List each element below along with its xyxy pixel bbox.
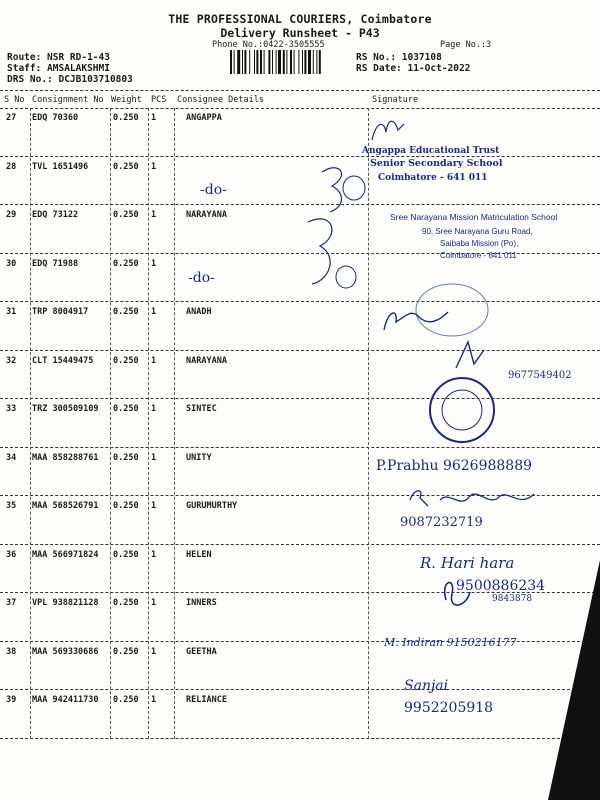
row-pcs: 1 [151,501,157,511]
name-39: Sanjai [404,678,449,694]
row-consignment: MAA 566971824 [32,549,99,560]
row-pcs: 1 [151,355,157,366]
row-divider [0,738,600,739]
stamp-narayana-line2: 90, Sree Narayana Guru Road, [422,227,533,236]
row-divider [0,253,600,254]
barcode-bar [308,50,311,74]
row-consignment: TRZ 300509109 [32,404,99,414]
column-headers [0,95,600,107]
barcode-bar [268,50,270,74]
row-weight: 0.250 [113,113,139,123]
stamp-narayana-line4: Coimbatore - 641 011 [440,251,517,260]
col-weight: Weight [111,95,142,105]
row-consignee: ANADH [186,307,212,317]
barcode-bar [302,50,303,74]
row-consignment: MAA 568526791 [32,501,99,511]
row-sno: 27 [6,113,17,123]
row-consignee: GEETHA [186,646,217,657]
ditto-30: -do- [188,270,215,286]
row-consignee: NARAYANA [186,210,227,220]
row-divider [0,204,600,205]
route: Route: NSR RD-1-43 [7,52,110,63]
barcode-bar [319,50,321,74]
note-38: M. Indiran 9150216177 [384,636,517,649]
row-consignee: ANGAPPA [186,113,222,123]
barcode-bar [283,50,285,74]
row-divider [0,689,600,690]
row-consignment: VPL 938821128 [32,598,99,608]
phone-37b: 9843878 [492,594,533,604]
row-consignment: TVL 1651496 [32,161,89,172]
row-pcs: 1 [151,210,157,220]
row-divider [0,301,600,302]
barcode-bar [234,50,235,74]
row-consignment: MAA 858288761 [32,452,99,463]
row-sno: 28 [6,161,17,172]
barcode-bar [242,50,243,74]
barcode-bar [264,50,265,74]
row-consignee: RELIANCE [186,695,227,705]
page-number: Page No.:3 [440,40,492,50]
stamp-angappa-line1: Angappa Educational Trust [362,146,500,156]
row-pcs: 1 [151,404,157,414]
row-weight: 0.250 [113,501,139,511]
barcode-bar [244,50,246,74]
row-pcs: 1 [151,452,157,463]
barcode-bar [298,50,299,74]
stamp-narayana-line3: Saibaba Mission (Po), [440,239,519,248]
row-divider [0,592,600,593]
row-pcs: 1 [151,161,157,172]
row-divider [0,350,600,351]
barcode-bar [254,50,255,74]
phone-32: 9677549402 [508,370,572,381]
row-divider [0,447,600,448]
col-consignee: Consignee Details [177,95,264,105]
column-rule [368,108,369,739]
column-rule [30,108,31,739]
row-pcs: 1 [151,549,157,560]
barcode-bar [230,50,232,74]
row-weight: 0.250 [113,258,139,269]
barcode-bar [256,50,258,74]
row-consignment: EDQ 71988 [32,258,79,269]
row-divider [0,544,600,545]
row-consignment: EDQ 70360 [32,113,79,123]
rs-number: RS No.: 1037108 [356,52,442,63]
barcode-bar [294,50,295,74]
phone-34: P.Prabhu 9626988889 [376,458,533,474]
row-pcs: 1 [151,307,157,317]
col-signature: Signature [372,95,419,105]
row-sno: 36 [6,549,17,560]
row-sno: 38 [6,646,17,657]
row-sno: 32 [6,355,17,366]
row-consignment: MAA 942411730 [32,695,99,705]
row-weight: 0.250 [113,646,139,657]
col-pcs: PCS [151,95,167,105]
row-sno: 39 [6,695,17,705]
row-pcs: 1 [151,695,157,705]
row-sno: 35 [6,501,17,511]
row-weight: 0.250 [113,452,139,463]
page-title: THE PROFESSIONAL COURIERS, Coimbatore [168,12,432,26]
column-rule [174,108,175,739]
phone-39: 9952205918 [404,700,494,716]
row-sno: 31 [6,307,17,317]
row-pcs: 1 [151,258,157,269]
staff: Staff: AMSALAKSHMI [7,63,110,74]
row-consignee: NARAYANA [186,355,227,366]
phone-35: 9087232719 [400,515,483,530]
row-sno: 30 [6,258,17,269]
row-consignee: UNITY [186,452,212,463]
row-divider [0,495,600,496]
stamp-narayana-line1: Sree Narayana Mission Matriculation School [390,212,558,222]
barcode-bar [286,50,287,74]
column-rule [110,108,111,739]
column-rule [148,108,149,739]
row-consignee: SINTEC [186,404,217,414]
row-consignment: CLT 15449475 [32,355,94,366]
drs-number: DRS No.: DCJB103710803 [7,74,133,85]
row-weight: 0.250 [113,598,139,608]
barcode-bar [249,50,250,74]
row-pcs: 1 [151,598,157,608]
column-divider [0,108,600,109]
row-consignment: MAA 569330686 [32,646,99,657]
row-pcs: 1 [151,113,157,123]
row-consignee: GURUMURTHY [186,501,238,511]
barcode-bar [313,50,314,74]
row-weight: 0.250 [113,161,139,172]
row-sno: 37 [6,598,17,608]
row-consignment: TRP 8004917 [32,307,89,317]
barcode-bar [276,50,277,74]
row-consignee: INNERS [186,598,217,608]
row-consignment: EDQ 73122 [32,210,79,220]
row-sno: 34 [6,452,17,463]
row-pcs: 1 [151,646,157,657]
row-divider [0,398,600,399]
ditto-28: -do- [200,182,227,198]
barcode-bar [260,50,262,74]
row-weight: 0.250 [113,210,139,220]
barcode-bar [316,50,317,74]
barcode [230,50,348,74]
header-divider [0,90,600,91]
row-divider [0,641,600,642]
runsheet-title: Delivery Runsheet - P43 [220,26,380,40]
row-weight: 0.250 [113,695,139,705]
row-weight: 0.250 [113,355,139,366]
name-36: R. Hari hara [420,554,515,572]
col-consignment: Consignment No [32,95,104,105]
row-sno: 29 [6,210,17,220]
row-divider [0,156,600,157]
barcode-bar [272,50,273,74]
row-weight: 0.250 [113,307,139,317]
phone-number: Phone No.:0422-3505555 [212,40,325,50]
phone-37: 9500886234 [456,578,546,594]
stamp-angappa-line3: Coimbatore - 641 011 [378,173,488,183]
stamp-angappa-line2: Senior Secondary School [370,158,503,169]
barcode-bar [290,50,292,74]
barcode-bar [237,50,240,74]
row-weight: 0.250 [113,549,139,560]
col-sno: S No [4,95,25,105]
row-consignee: HELEN [186,549,212,560]
row-sno: 33 [6,404,17,414]
rs-date: RS Date: 11-Oct-2022 [356,63,471,74]
barcode-bar [304,50,306,74]
row-weight: 0.250 [113,404,139,414]
barcode-bar [278,50,281,74]
